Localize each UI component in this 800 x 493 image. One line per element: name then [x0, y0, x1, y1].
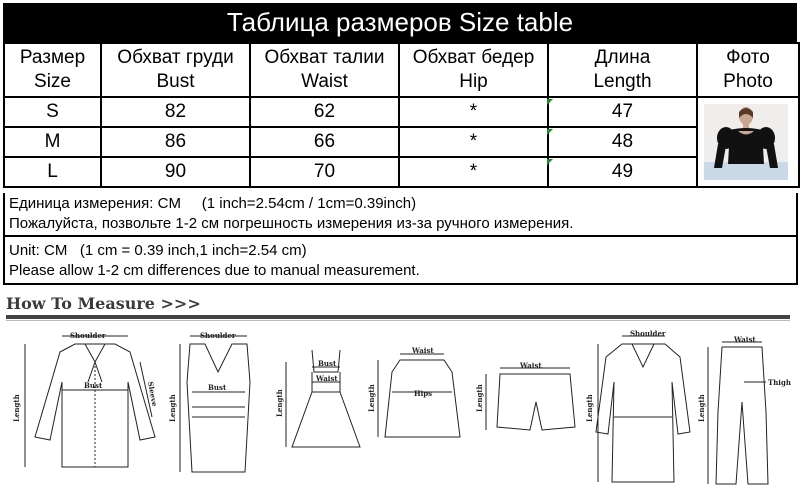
header-size: Размер Size: [4, 43, 101, 97]
label-length: Length: [585, 394, 594, 422]
label-bust: Bust: [84, 381, 103, 390]
header-waist: Обхват талии Waist: [250, 43, 399, 97]
label-length: Length: [168, 394, 177, 422]
pants-diagram: [708, 342, 768, 484]
header-photo: Фото Photo: [697, 43, 799, 97]
cell-length: 48: [548, 127, 697, 157]
measurement-illustrations: [0, 322, 800, 493]
cell-hip: *: [399, 157, 548, 187]
divider: [6, 320, 790, 321]
size-table: [3, 42, 800, 188]
cell-marker-icon: [547, 99, 553, 105]
label-bust: Bust: [318, 359, 337, 368]
label-shoulder: Shoulder: [200, 331, 236, 340]
divider: [6, 315, 790, 319]
table-header-row: [4, 43, 799, 97]
label-thigh: Thigh: [768, 378, 791, 387]
table-row: [4, 127, 799, 157]
label-bust: Bust: [208, 383, 227, 392]
cell-waist: 70: [250, 157, 399, 187]
tank-top-diagram: [180, 336, 250, 472]
how-to-measure-heading: How To Measure >>>: [6, 294, 201, 313]
note-unit-en: Unit: CM (1 cm = 0.39 inch,1 inch=2.54 cm): [9, 242, 307, 259]
table-row: [4, 157, 799, 187]
size-table-title: Таблица размеров Size table: [3, 3, 797, 42]
cell-hip: *: [399, 127, 548, 157]
label-length: Length: [12, 394, 21, 422]
coat-diagram: [596, 336, 690, 482]
label-length: Length: [697, 394, 706, 422]
header-hip: Обхват бедер Hip: [399, 43, 548, 97]
cell-bust: 86: [101, 127, 250, 157]
label-sleeve: Sleeve: [146, 380, 160, 408]
product-photo: [704, 104, 788, 180]
shorts-diagram: [486, 368, 575, 430]
cell-waist: 66: [250, 127, 399, 157]
cell-hip: *: [399, 97, 548, 127]
label-length: Length: [275, 389, 284, 417]
label-length: Length: [367, 384, 376, 412]
header-bust: Обхват груди Bust: [101, 43, 250, 97]
label-waist: Waist: [316, 374, 338, 383]
label-hips: Hips: [414, 389, 433, 398]
notes-russian: [3, 193, 798, 237]
cell-marker-icon: [547, 159, 553, 165]
header-length: Длина Length: [548, 43, 697, 97]
note-tolerance-en: Please allow 1-2 cm differences due to manual measurement.: [9, 262, 420, 279]
cell-size: S: [4, 97, 101, 127]
label-length: Length: [475, 384, 484, 412]
photo-cell: [697, 97, 799, 187]
table-row: [4, 97, 799, 127]
cell-length: 47: [548, 97, 697, 127]
cell-bust: 82: [101, 97, 250, 127]
cell-length: 49: [548, 157, 697, 187]
note-tolerance-ru: Пожалуйста, позвольте 1-2 см погрешность измерения из-за ручного измерения.: [9, 215, 574, 232]
cell-size: L: [4, 157, 101, 187]
blouse-diagram: [25, 336, 155, 467]
cell-bust: 90: [101, 157, 250, 187]
label-shoulder: Shoulder: [70, 331, 106, 340]
notes-english: [3, 237, 798, 285]
cell-size: M: [4, 127, 101, 157]
cell-waist: 62: [250, 97, 399, 127]
label-waist: Waist: [520, 361, 542, 370]
label-waist: Waist: [412, 346, 434, 355]
note-unit-ru: Единица измерения: CM (1 inch=2.54cm / 1cm=0.39inch): [9, 195, 417, 212]
label-waist: Waist: [734, 335, 756, 344]
label-shoulder: Shoulder: [630, 329, 666, 338]
cell-marker-icon: [547, 129, 553, 135]
